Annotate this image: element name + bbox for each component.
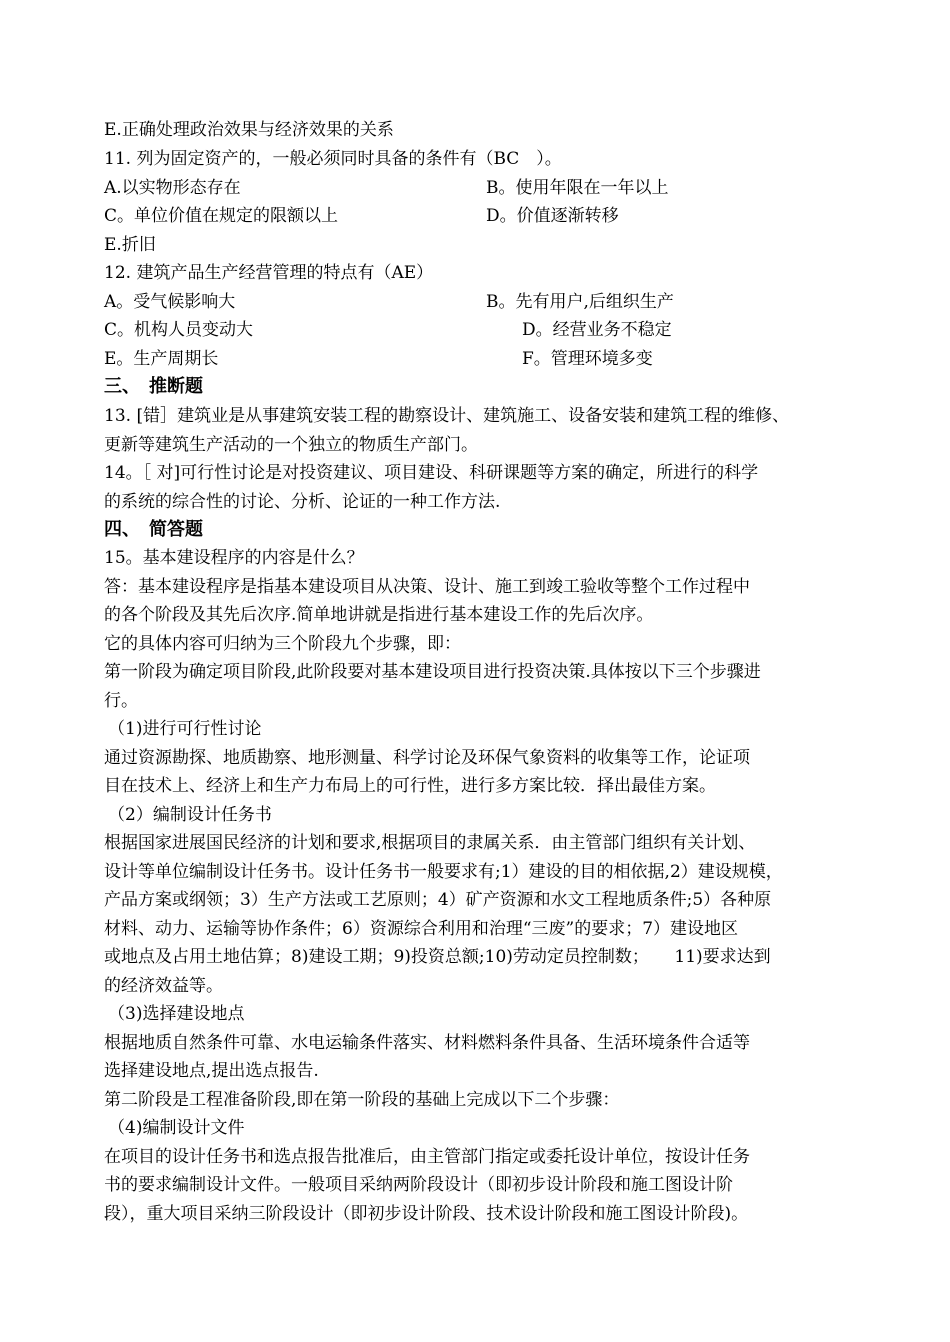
option-e-q11: E.折旧	[104, 235, 156, 255]
step-1-line-2: 目在技术上、经济上和生产力布局上的可行性，进行多方案比较．择出最佳方案。	[104, 776, 716, 796]
question-11: 11. 列为固定资产的，一般必须同时具备的条件有（BC ）。	[104, 149, 562, 169]
step-4-heading: （4)编制设计文件	[108, 1118, 245, 1138]
step-2-line-4: 材料、动力、运输等协作条件；6）资源综合利用和治理“三废”的要求；7）建设地区	[104, 919, 739, 939]
option-a-q11: A.以实物形态存在	[104, 178, 241, 198]
answer-line-4: 第一阶段为确定项目阶段,此阶段要对基本建设项目进行投资决策.具体按以下三个步骤进	[104, 662, 761, 682]
step-4-line-2: 书的要求编制设计文件。一般项目采纳两阶段设计（即初步设计阶段和施工图设计阶	[104, 1175, 733, 1195]
step-4-line-3: 段），重大项目采纳三阶段设计（即初步设计阶段、技术设计阶段和施工图设计阶段)。	[104, 1204, 749, 1224]
answer-line-2: 的各个阶段及其先后次序.简单地讲就是指进行基本建设工作的先后次序。	[104, 605, 654, 625]
question-12: 12. 建筑产品生产经营管理的特点有（AE）	[104, 263, 434, 283]
question-14-line-1: 14。［ 对]可行性讨论是对投资建议、项目建设、科研课题等方案的确定，所进行的科学	[104, 463, 759, 483]
step-3-line-2: 选择建设地点,提出选点报告.	[104, 1061, 319, 1081]
step-4-line-1: 在项目的设计任务书和选点报告批准后，由主管部门指定或委托设计单位，按设计任务	[104, 1147, 750, 1167]
step-2-line-5: 或地点及占用土地估算；8)建设工期；9)投资总额;10)劳动定员控制数； 11)要求达到	[104, 947, 771, 967]
stage-2-intro: 第二阶段是工程准备阶段,即在第一阶段的基础上完成以下二个步骤：	[104, 1090, 620, 1110]
step-2-line-3: 产品方案或纲领；3）生产方法或工艺原则；4）矿产资源和水文工程地质条件;5）各种原	[104, 890, 772, 910]
step-1-line-1: 通过资源勘探、地质勘察、地形测量、科学讨论及环保气象资料的收集等工作，论证项	[104, 748, 750, 768]
step-2-line-2: 设计等单位编制设计任务书。设计任务书一般要求有;1）建设的目的相依据,2）建设规模，	[104, 862, 783, 882]
option-c-q12: C。机构人员变动大	[104, 320, 254, 340]
option-e-q10: E.正确处理政治效果与经济效果的关系	[104, 120, 394, 140]
option-e-q12: E。生产周期长	[104, 349, 219, 369]
question-14-line-2: 的系统的综合性的讨论、分析、论证的一种工作方法.	[104, 492, 501, 512]
step-2-line-1: 根据国家进展国民经济的计划和要求,根据项目的隶属关系．由主管部门组织有关计划、	[104, 833, 756, 853]
answer-line-5: 行。	[104, 691, 138, 711]
option-b-q12: B。先有用户,后组织生产	[486, 292, 674, 312]
option-d-q11: D。价值逐渐转移	[486, 206, 619, 226]
option-c-q11: C。单位价值在规定的限额以上	[104, 206, 339, 226]
section-heading-4: 四、 简答题	[104, 519, 203, 540]
step-2-heading: （2）编制设计任务书	[108, 805, 272, 825]
answer-line-3: 它的具体内容可归纳为三个阶段九个步骤，即：	[104, 634, 461, 654]
question-13-line-1: 13. [错］建筑业是从事建筑安装工程的勘察设计、建筑施工、设备安装和建筑工程的维修、	[104, 406, 790, 426]
section-heading-3: 三、 推断题	[104, 376, 203, 397]
option-f-q12: F。管理环境多变	[522, 349, 653, 369]
step-1-heading: （1)进行可行性讨论	[108, 719, 262, 739]
option-a-q12: A。受气候影响大	[104, 292, 236, 312]
step-3-line-1: 根据地质自然条件可靠、水电运输条件落实、材料燃料条件具备、生活环境条件合适等	[104, 1033, 750, 1053]
step-3-heading: （3)选择建设地点	[108, 1004, 245, 1024]
option-d-q12: D。经营业务不稳定	[522, 320, 672, 340]
answer-line-1: 答：基本建设程序是指基本建设项目从决策、设计、施工到竣工验收等整个工作过程中	[104, 577, 750, 597]
option-b-q11: B。使用年限在一年以上	[486, 178, 669, 198]
question-15: 15。基本建设程序的内容是什么？	[104, 548, 364, 568]
question-13-line-2: 更新等建筑生产活动的一个独立的物质生产部门。	[104, 435, 478, 455]
step-2-line-6: 的经济效益等。	[104, 976, 223, 996]
